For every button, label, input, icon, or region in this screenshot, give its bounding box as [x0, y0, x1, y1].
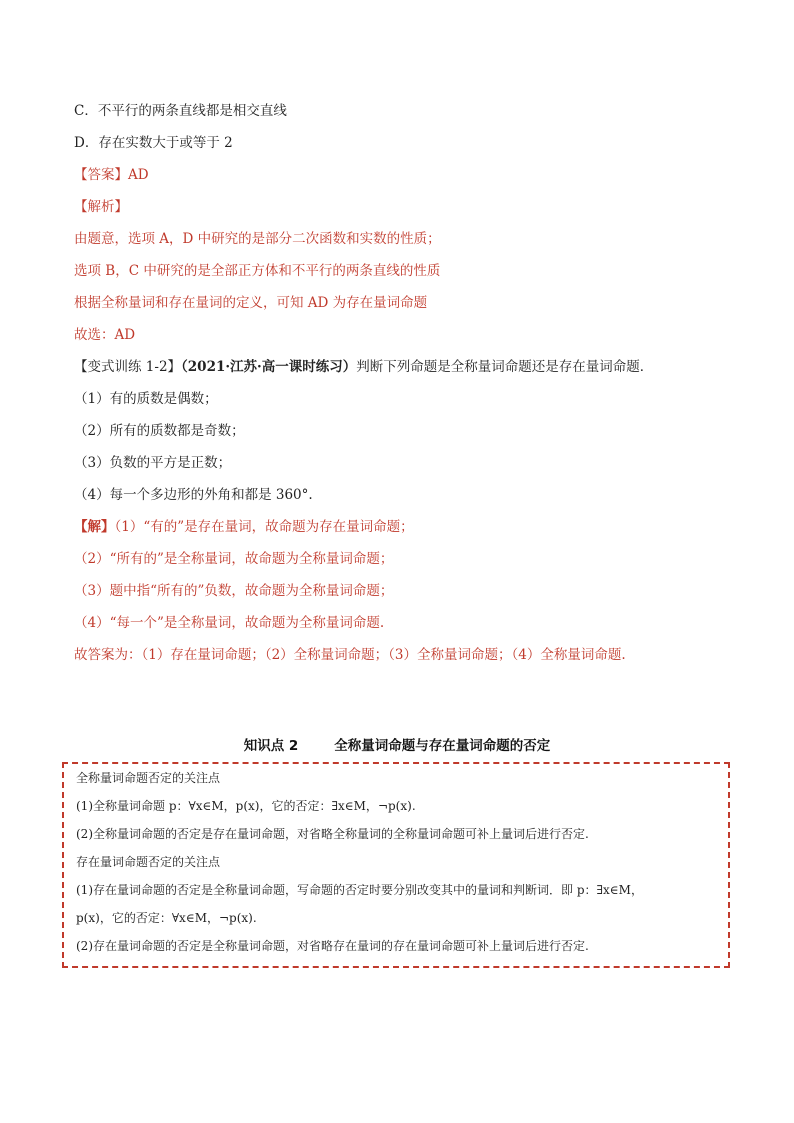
- analysis-line-3: 根据全称量词和存在量词的定义，可知 AD 为存在量词命题: [74, 295, 428, 311]
- solution-line-4: （4）“每一个”是全称量词，故命题为全称量词命题.: [74, 615, 385, 631]
- option-c: C．不平行的两条直线都是相交直线: [74, 103, 287, 119]
- analysis-line-2: 选项 B，C 中研究的是全部正方体和不平行的两条直线的性质: [74, 263, 441, 279]
- exercise-heading: [74, 358, 653, 376]
- box-item-existential-2: (2)存在量词命题的否定是全称量词命题，对省略存在量词的存在量词命题可补上量词后进行否定.: [76, 939, 589, 953]
- box-item-universal-1-end: .: [411, 799, 416, 813]
- analysis-line-1: 由题意，选项 A，D 中研究的是部分二次函数和实数的性质；: [74, 231, 441, 247]
- box-item-existential-1-end: .: [252, 911, 257, 925]
- negation-expression-1: ¬p(x): [377, 799, 412, 813]
- section-heading: 全称量词命题与存在量词命题的否定: [334, 738, 551, 754]
- question-3: （3）负数的平方是正数；: [74, 455, 232, 471]
- box-item-universal-1: [76, 798, 416, 814]
- box-item-universal-1-text: (1)全称量词命题 p：∀x∈M，p(x)，它的否定：∃x∈M，: [76, 799, 378, 813]
- box-heading-universal: 全称量词命题否定的关注点: [76, 771, 221, 785]
- analysis-line-4: 故选：AD: [74, 327, 136, 343]
- box-heading-existential: 存在量词命题否定的关注点: [76, 855, 221, 869]
- box-item-existential-1-cont: [76, 910, 257, 926]
- question-4: （4）每一个多边形的外角和都是 360°.: [74, 487, 313, 503]
- final-answer: 故答案为：（1）存在量词命题；（2）全称量词命题；（3）全称量词命题；（4）全称量词命题.: [74, 647, 626, 663]
- answer-label: 【答案】: [74, 167, 128, 183]
- option-d: D．存在实数大于或等于 2: [74, 135, 233, 151]
- section-number: 知识点 2: [243, 738, 299, 754]
- box-item-universal-2: (2)全称量词命题的否定是存在量词命题，对省略全称量词的全称量词命题可补上量词后进行否定.: [76, 827, 589, 841]
- section-title: [0, 734, 794, 754]
- exercise-text: 判断下列命题是全称量词命题还是存在量词命题．: [356, 359, 654, 375]
- solution-line-2: （2）“所有的”是全称量词，故命题为全称量词命题；: [74, 551, 394, 567]
- question-1: （1）有的质数是偶数；: [74, 391, 218, 407]
- answer-line: [74, 166, 149, 184]
- negation-expression-2: ¬p(x): [219, 911, 253, 925]
- answer-value: AD: [128, 167, 149, 183]
- key-points-box: [62, 762, 730, 968]
- solution-line-3: （3）题中指“所有的”负数，故命题为全称量词命题；: [74, 583, 394, 599]
- solution-text-1: （1）“有的”是存在量词，故命题为存在量词命题；: [114, 519, 414, 535]
- box-item-existential-1-cont-text: p(x)，它的否定：∀x∈M，: [76, 911, 219, 925]
- exercise-prefix: 【变式训练 1-2】: [74, 359, 182, 375]
- analysis-label: 【解析】: [74, 199, 128, 215]
- exercise-source: （2021·江苏·高一课时练习）: [181, 359, 357, 375]
- box-item-existential-1: (1)存在量词命题的否定是全称量词命题，写命题的否定时要分别改变其中的量词和判断词．即 p：∃x∈M，: [76, 883, 643, 897]
- question-2: （2）所有的质数都是奇数；: [74, 423, 245, 439]
- solution-line-1: [74, 518, 414, 536]
- solution-label: 【解】: [74, 519, 115, 535]
